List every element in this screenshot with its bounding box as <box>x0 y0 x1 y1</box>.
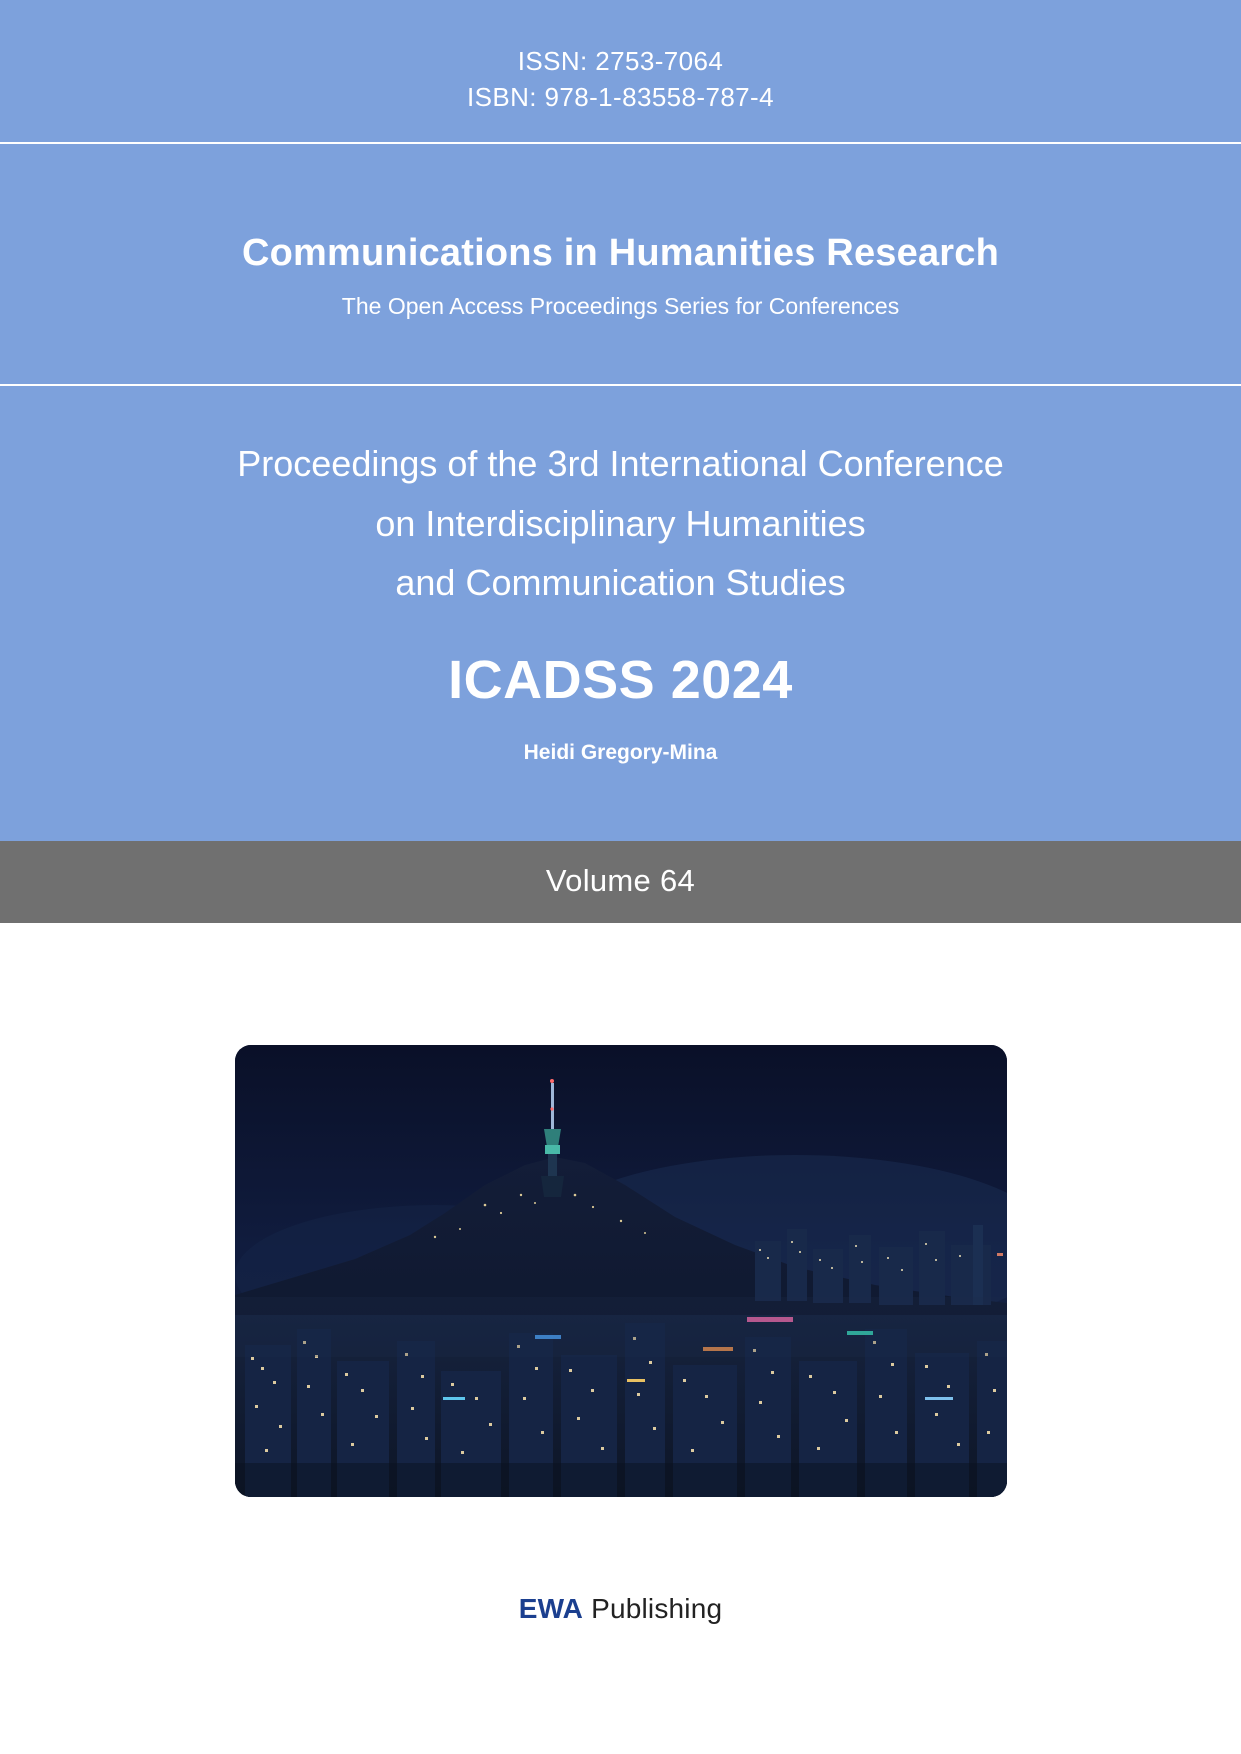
night-cityscape-illustration <box>235 1045 1007 1497</box>
editor-name: Heidi Gregory-Mina <box>523 741 718 764</box>
proceedings-line-2: on Interdisciplinary Humanities <box>375 502 866 544</box>
cover-banner <box>0 0 1241 841</box>
isbn-text: ISBN: 978-1-83558-787-4 <box>467 81 774 112</box>
proceedings-line-1: Proceedings of the 3rd International Conference <box>237 442 1004 484</box>
series-block <box>0 144 1241 384</box>
series-subtitle: The Open Access Proceedings Series for Conferences <box>341 292 900 319</box>
issn-text: ISSN: 2753-7064 <box>517 46 724 76</box>
publisher-name <box>519 1593 723 1625</box>
conference-acronym: ICADSS 2024 <box>448 650 793 710</box>
publisher-brand: EWA <box>518 1593 584 1624</box>
proceedings-block <box>0 386 1241 841</box>
series-title: Communications in Humanities Research <box>241 231 1000 274</box>
cover-photo <box>235 1045 1007 1497</box>
proceedings-line-3: and Communication Studies <box>395 562 846 604</box>
publisher-suffix: Publishing <box>583 1593 723 1624</box>
identifier-block <box>0 0 1241 142</box>
cover-lower-section <box>0 923 1241 1754</box>
volume-bar: Volume 64 <box>0 841 1241 923</box>
